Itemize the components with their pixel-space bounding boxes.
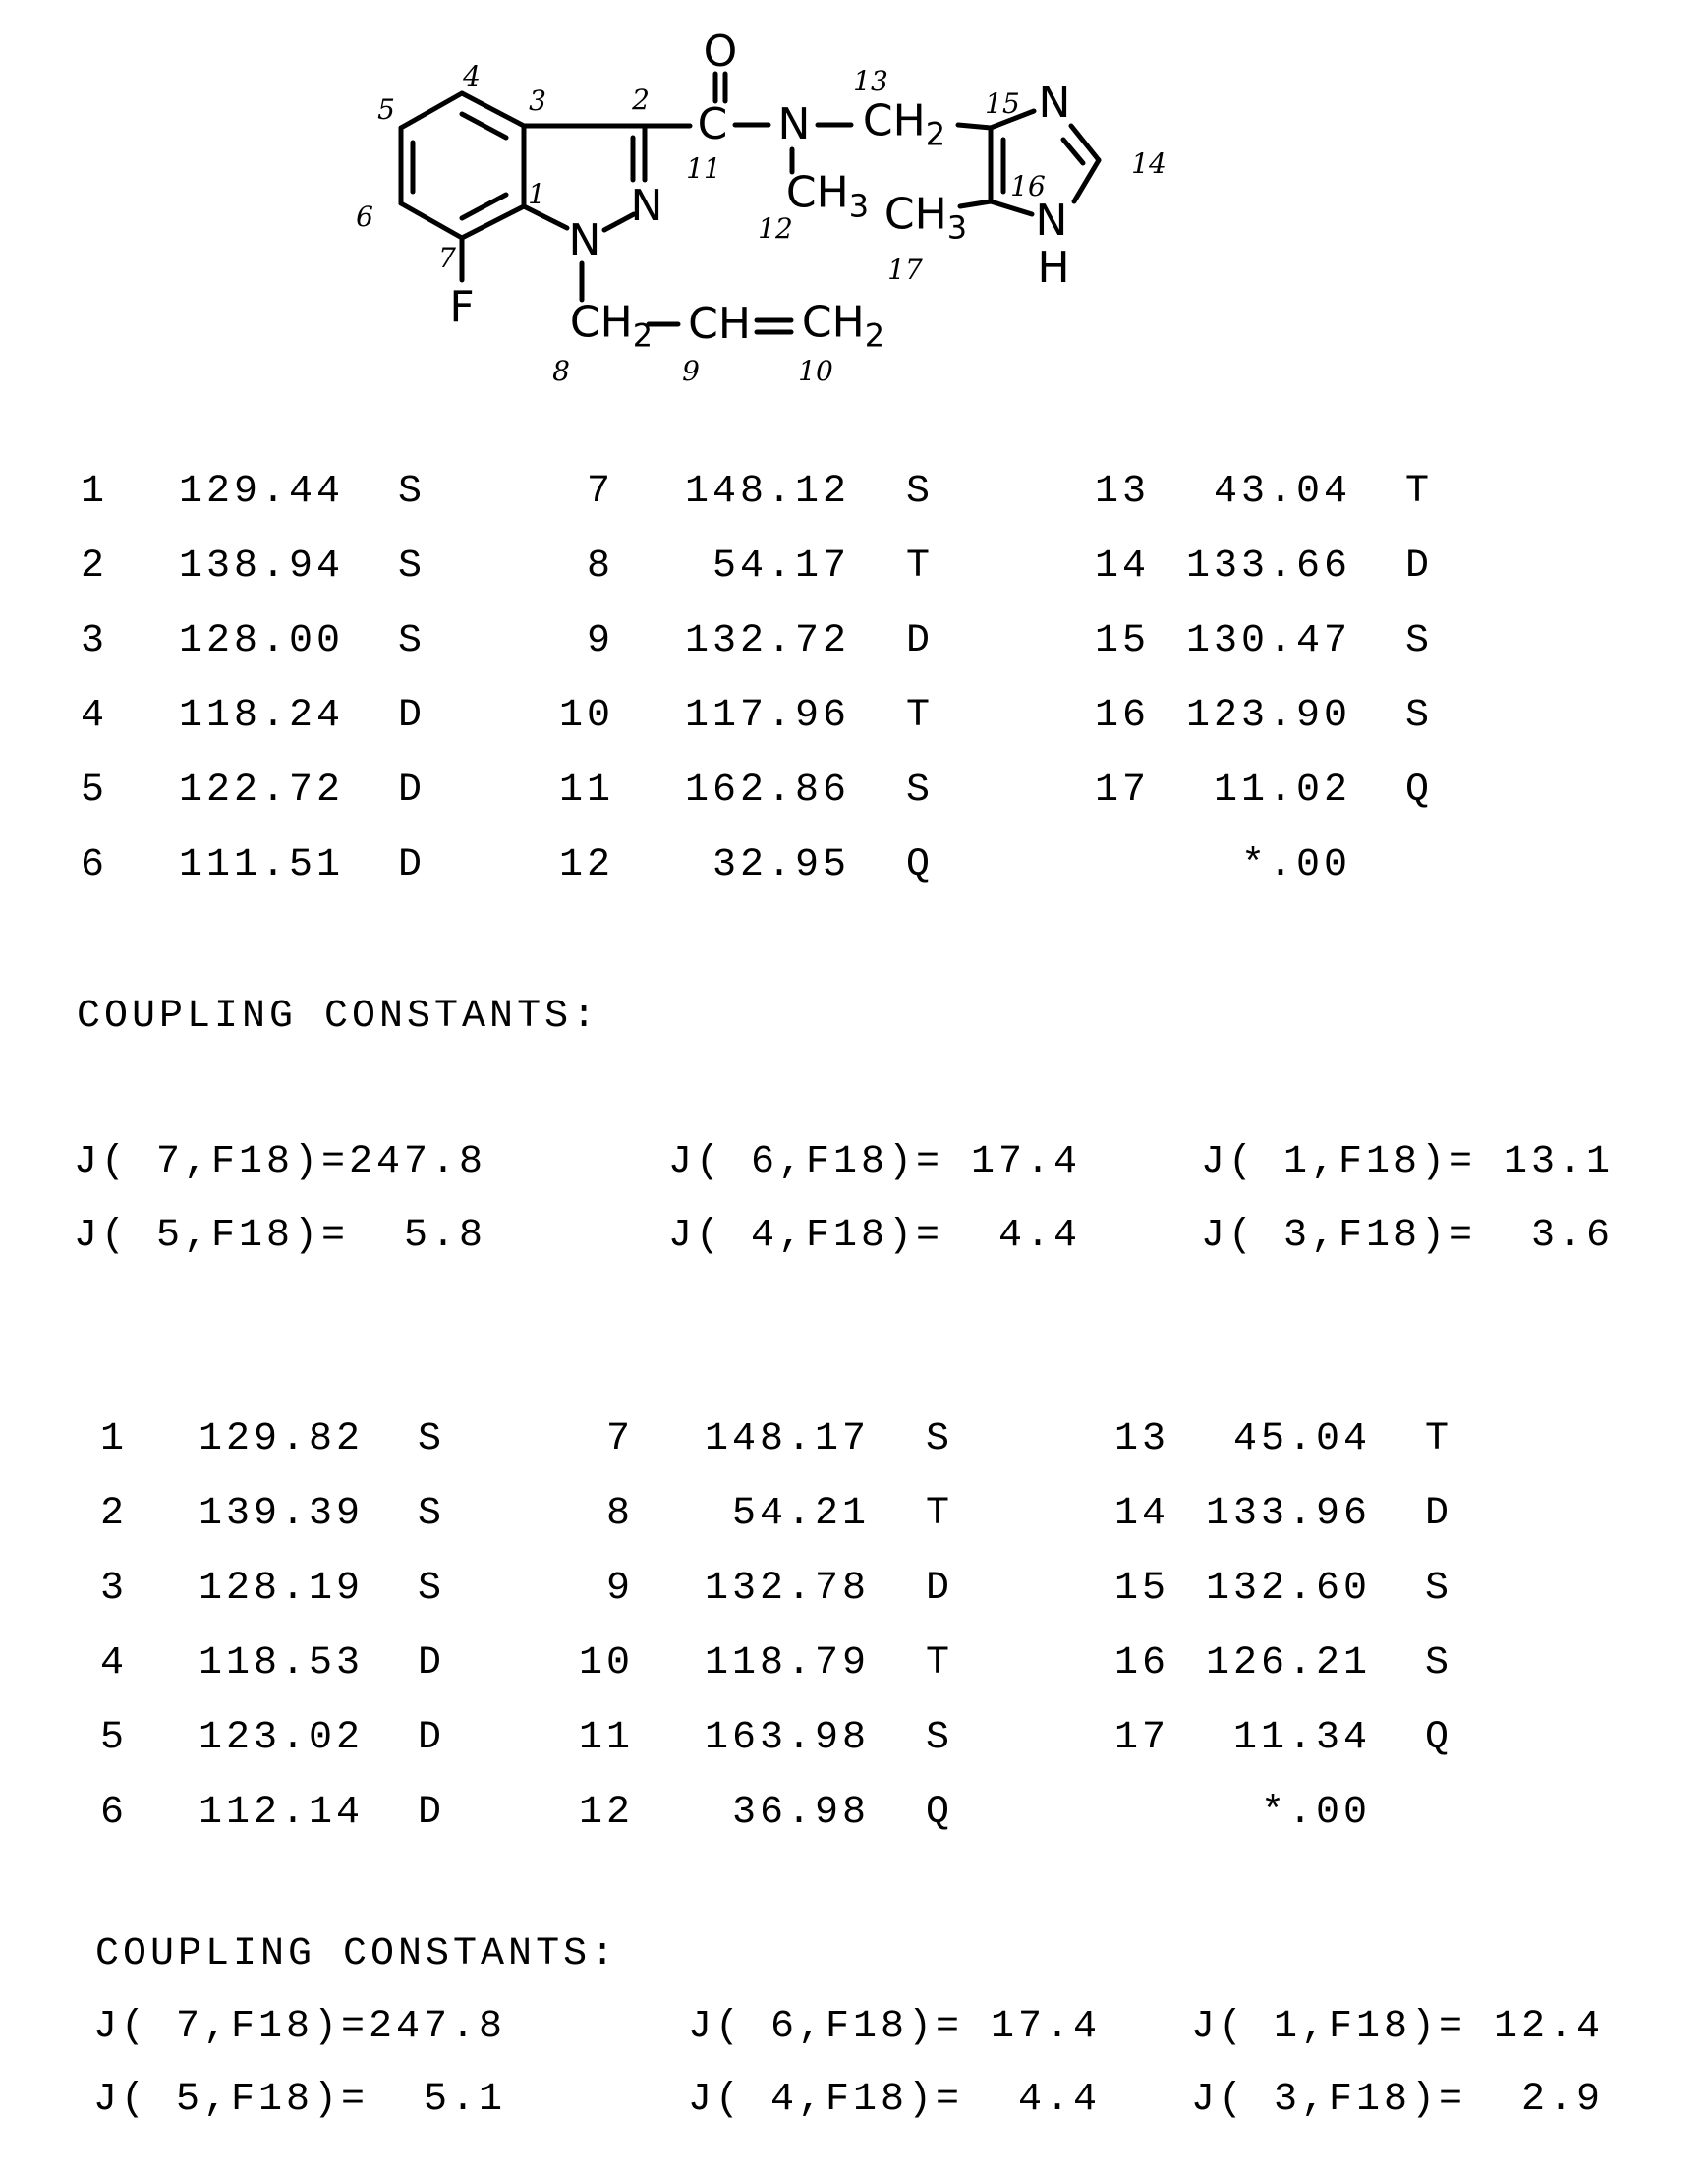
chemical-shift: 54.17 (712, 544, 850, 589)
carbon-number: 2 (80, 544, 108, 589)
multiplicity: S (906, 769, 935, 813)
carbon-number: 7 (586, 470, 614, 514)
position-label-17: 17 (887, 254, 923, 286)
multiplicity: S (398, 619, 427, 663)
subscript: 2 (925, 115, 946, 153)
multiplicity: S (926, 1716, 954, 1760)
position-label-2: 2 (632, 84, 650, 116)
chemical-shift: 148.17 (704, 1417, 870, 1461)
atom-oxygen: O (703, 27, 738, 77)
atom-text: CH (801, 297, 865, 348)
carbon-number: 2 (99, 1492, 128, 1536)
chemical-shift: 123.02 (198, 1716, 364, 1760)
multiplicity: D (926, 1567, 954, 1611)
subscript: 2 (864, 316, 885, 355)
carbon-number: 14 (1113, 1492, 1169, 1536)
chemical-shift: 123.90 (1185, 694, 1351, 738)
carbon-number: 17 (1113, 1716, 1169, 1760)
chemical-shift: 118.53 (198, 1641, 364, 1686)
carbon-number: 13 (1113, 1417, 1169, 1461)
multiplicity: D (398, 843, 427, 887)
carbon-number: 10 (578, 1641, 634, 1686)
multiplicity: D (418, 1641, 446, 1686)
coupling-constant: J( 3,F18)= 2.9 (1191, 2078, 1605, 2122)
chemical-shift: 112.14 (198, 1791, 364, 1835)
multiplicity: S (418, 1492, 446, 1536)
carbon-number: 16 (1094, 694, 1150, 738)
multiplicity: T (906, 694, 935, 738)
chemical-shift: 133.96 (1205, 1492, 1371, 1536)
multiplicity: S (398, 470, 427, 514)
carbon-number: 5 (80, 769, 108, 813)
carbon-number: 9 (586, 619, 614, 663)
atom-methyl-12 (785, 167, 870, 225)
subscript: 3 (848, 187, 870, 225)
multiplicity: D (1405, 544, 1434, 589)
chemical-shift: 54.21 (731, 1492, 870, 1536)
chemical-shift: 139.39 (198, 1492, 364, 1536)
atom-imidazole-n1: N (1035, 196, 1068, 246)
carbon-number: 8 (605, 1492, 634, 1536)
chemical-shift: 163.98 (704, 1716, 870, 1760)
atom-methyl-17 (883, 189, 968, 247)
reference-shift: *.00 (1240, 843, 1351, 887)
multiplicity: T (1425, 1417, 1453, 1461)
carbon-number: 11 (558, 769, 614, 813)
atom-indazole-n2: N (630, 181, 663, 231)
position-label-12: 12 (758, 212, 793, 245)
carbon-number: 5 (99, 1716, 128, 1760)
carbon-number: 12 (558, 843, 614, 887)
chemical-shift: 43.04 (1213, 470, 1351, 514)
atom-amide-nitrogen: N (777, 99, 811, 149)
carbon-number: 10 (558, 694, 614, 738)
chemical-shift: 130.47 (1185, 619, 1351, 663)
chemical-shift: 122.72 (178, 769, 344, 813)
carbon-number: 11 (578, 1716, 634, 1760)
coupling-constant: J( 5,F18)= 5.8 (74, 1214, 487, 1258)
multiplicity: S (398, 544, 427, 589)
atom-text: CH (883, 189, 947, 240)
atom-methylene-13 (862, 95, 946, 153)
coupling-constant: J( 1,F18)= 12.4 (1191, 2005, 1605, 2049)
multiplicity: Q (1405, 769, 1434, 813)
atom-text: CH (862, 95, 926, 146)
coupling-constant: J( 3,F18)= 3.6 (1201, 1214, 1615, 1258)
atom-imidazole-h: H (1037, 243, 1070, 293)
multiplicity: S (906, 470, 935, 514)
position-label-6: 6 (356, 200, 373, 233)
atom-imidazole-n3: N (1038, 78, 1071, 128)
atom-allyl-ch-9: CH (688, 299, 751, 349)
carbon-number: 3 (99, 1567, 128, 1611)
subscript: 3 (946, 208, 968, 247)
position-label-10: 10 (798, 355, 833, 387)
carbon-number: 17 (1094, 769, 1150, 813)
multiplicity: Q (926, 1791, 954, 1835)
multiplicity: Q (906, 843, 935, 887)
chemical-shift: 133.66 (1185, 544, 1351, 589)
multiplicity: S (418, 1417, 446, 1461)
multiplicity: D (418, 1791, 446, 1835)
chemical-shift: 32.95 (712, 843, 850, 887)
multiplicity: S (1405, 619, 1434, 663)
chemical-shift: 132.72 (684, 619, 850, 663)
multiplicity: T (1405, 470, 1434, 514)
position-label-15: 15 (985, 87, 1020, 120)
carbon-number: 6 (99, 1791, 128, 1835)
chemical-shift: 118.24 (178, 694, 344, 738)
atom-text: CH (785, 167, 849, 218)
multiplicity: D (398, 694, 427, 738)
multiplicity: T (906, 544, 935, 589)
carbon-number: 7 (605, 1417, 634, 1461)
multiplicity: D (398, 769, 427, 813)
chemical-shift: 118.79 (704, 1641, 870, 1686)
carbon-number: 9 (605, 1567, 634, 1611)
position-label-16: 16 (1010, 170, 1046, 202)
multiplicity: Q (1425, 1716, 1453, 1760)
chemical-structure (0, 0, 1708, 432)
atom-indazole-n1: N (568, 215, 601, 265)
position-label-1: 1 (528, 178, 545, 210)
carbon-number: 3 (80, 619, 108, 663)
carbon-number: 1 (80, 470, 108, 514)
chemical-shift: 117.96 (684, 694, 850, 738)
multiplicity: S (1425, 1567, 1453, 1611)
carbon-number: 4 (80, 694, 108, 738)
subscript: 2 (632, 316, 654, 355)
chemical-shift: 162.86 (684, 769, 850, 813)
multiplicity: D (418, 1716, 446, 1760)
multiplicity: D (906, 619, 935, 663)
chemical-shift: 11.02 (1213, 769, 1351, 813)
position-label-8: 8 (552, 355, 570, 387)
multiplicity: S (926, 1417, 954, 1461)
coupling-constants-heading: COUPLING CONSTANTS: (95, 1932, 619, 1976)
carbon-number: 4 (99, 1641, 128, 1686)
atom-allyl-ch2-8 (569, 297, 654, 355)
chemical-shift: 148.12 (684, 470, 850, 514)
multiplicity: S (1425, 1641, 1453, 1686)
carbon-number: 14 (1094, 544, 1150, 589)
carbon-number: 16 (1113, 1641, 1169, 1686)
carbon-number: 6 (80, 843, 108, 887)
chemical-shift: 126.21 (1205, 1641, 1371, 1686)
chemical-shift: 45.04 (1232, 1417, 1371, 1461)
chemical-shift: 129.44 (178, 470, 344, 514)
position-label-11: 11 (686, 152, 721, 185)
reference-shift: *.00 (1260, 1791, 1371, 1835)
chemical-shift: 36.98 (731, 1791, 870, 1835)
chemical-shift: 132.60 (1205, 1567, 1371, 1611)
position-label-9: 9 (682, 355, 700, 387)
atom-fluorine: F (449, 282, 475, 332)
chemical-shift: 138.94 (178, 544, 344, 589)
carbon-number: 1 (99, 1417, 128, 1461)
position-label-4: 4 (463, 60, 481, 92)
multiplicity: T (926, 1492, 954, 1536)
coupling-constant: J( 6,F18)= 17.4 (668, 1140, 1082, 1184)
coupling-constant: J( 4,F18)= 4.4 (668, 1214, 1082, 1258)
carbon-number: 15 (1113, 1567, 1169, 1611)
coupling-constant: J( 7,F18)=247.8 (93, 2005, 507, 2049)
chemical-shift: 132.78 (704, 1567, 870, 1611)
chemical-shift: 11.34 (1232, 1716, 1371, 1760)
position-label-14: 14 (1131, 147, 1167, 180)
chemical-shift: 111.51 (178, 843, 344, 887)
position-label-5: 5 (377, 93, 395, 126)
multiplicity: T (926, 1641, 954, 1686)
coupling-constant: J( 6,F18)= 17.4 (688, 2005, 1102, 2049)
atom-allyl-ch2-10 (801, 297, 885, 355)
chemical-shift: 129.82 (198, 1417, 364, 1461)
chemical-shift: 128.19 (198, 1567, 364, 1611)
coupling-constant: J( 4,F18)= 4.4 (688, 2078, 1102, 2122)
atom-text: CH (569, 297, 633, 348)
carbon-number: 8 (586, 544, 614, 589)
multiplicity: S (418, 1567, 446, 1611)
position-label-7: 7 (438, 242, 456, 274)
carbon-number: 13 (1094, 470, 1150, 514)
coupling-constants-heading: COUPLING CONSTANTS: (77, 995, 600, 1039)
atom-carbonyl-carbon: C (697, 99, 728, 149)
coupling-constant: J( 7,F18)=247.8 (74, 1140, 487, 1184)
chemical-shift: 128.00 (178, 619, 344, 663)
position-label-13: 13 (853, 65, 888, 97)
carbon-number: 12 (578, 1791, 634, 1835)
multiplicity: D (1425, 1492, 1453, 1536)
multiplicity: S (1405, 694, 1434, 738)
coupling-constant: J( 5,F18)= 5.1 (93, 2078, 507, 2122)
coupling-constant: J( 1,F18)= 13.1 (1201, 1140, 1615, 1184)
position-label-3: 3 (529, 85, 546, 117)
carbon-number: 15 (1094, 619, 1150, 663)
